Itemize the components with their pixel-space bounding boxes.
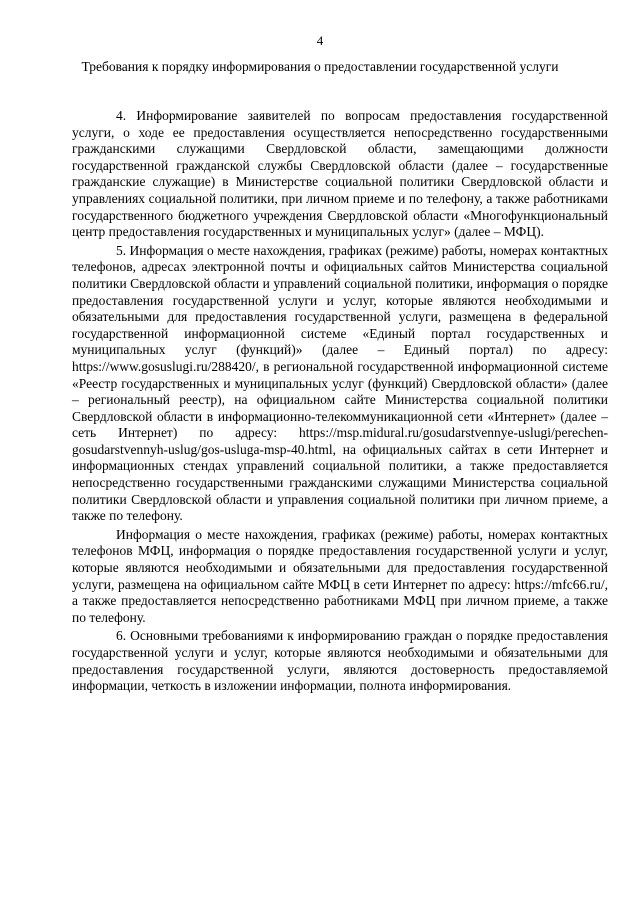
document-body bbox=[72, 108, 608, 697]
paragraph-4: 4. Информирование заявителей по вопросам предоставления государственной услуги, о ходе ее предоставления осуществляется непосредственно государственными гражданскими служащими Свердловской области, замещающими должности государственной гражданской службы Свердловской области (далее – государственные гражданские служащие) в Министерстве социальной политики Свердловской области и управлениях социальной политики, при личном приеме и по телефону, а также работниками государственного бюджетного учреждения Свердловской области «Многофункциональный центр предоставления государственных и муниципальных услуг» (далее – МФЦ). bbox=[72, 108, 608, 240]
page-number: 4 bbox=[316, 33, 324, 48]
paragraph-mfc-info: Информация о месте нахождения, графиках (режиме) работы, номерах контактных телефонов МФЦ, информация о порядке предоставления государственной услуги и услуг, которые являются необходимыми и обязательными для предоставления государственной услуги, размещена на официальном сайте МФЦ в сети Интернет по адресу: https://mfc66.ru/, а также предоставляется непосредственно работниками МФЦ при личном приеме, а также по телефону. bbox=[72, 526, 608, 625]
paragraph-5: 5. Информация о месте нахождения, графиках (режиме) работы, номерах контактных телефонов, адресах электронной почты и официальных сайтов Министерства социальной политики Свердловской области и управлений социальной политики, информация о порядке предоставления государственной услуги и услуг, которые являются необходимыми и обязательными для предоставления государственной услуги, размещена в федеральной государственной информационной системе «Единый портал государственных и муниципальных услуг (функций)» (далее – Единый портал) по адресу: https://www.gosuslugi.ru/288420/, в региональной государственной информационной системе «Реестр государственных и муниципальных услуг (функций) Свердловской области» (далее – региональный реестр), на официальном сайте Министерства социальной политики Свердловской области в информационно-телекоммуникационной сети «Интернет» (далее – сеть Интернет) по адресу: https://msp.midural.ru/gosudarstvennye-uslugi/perechen-gosudarstvennyh-uslug/gos-usluga-msp-40.html, на официальных сайтах в сети Интернет и информационных стендах управлений социальной политики, а также предоставляется непосредственно государственными гражданскими служащими Министерства социальной политики Свердловской области и управления социальной политики при личном приеме, а также по телефону. bbox=[72, 242, 608, 524]
section-heading: Требования к порядку информирования о предоставлении государственной услуги bbox=[81, 59, 559, 74]
paragraph-6: 6. Основными требованиями к информированию граждан о порядке предоставления государственной услуги и услуг, которые являются необходимыми и обязательными для предоставления государственной услуги, являются достоверность предоставляемой информации, четкость в изложении информации, полнота информирования. bbox=[72, 628, 608, 694]
